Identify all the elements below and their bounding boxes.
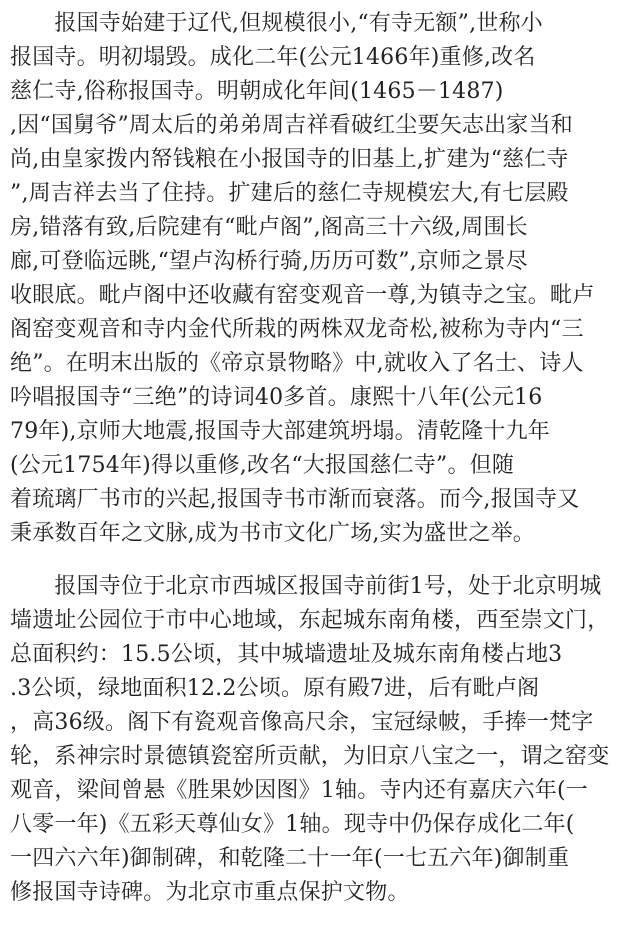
text-line: 尚,由皇家拨内帑钱粮在小报国寺的旧基上,扩建为“慈仁寺 bbox=[10, 147, 569, 172]
text-line: ”,周吉祥去当了住持。扩建后的慈仁寺规模宏大,有七层殿 bbox=[10, 181, 569, 206]
text-line: 秉承数百年之文脉,成为书市文化广场,实为盛世之举。 bbox=[10, 521, 535, 546]
text-line: 慈仁寺,俗称报国寺。明朝成化年间(1465－1487) bbox=[10, 79, 504, 104]
text-line: 一四六六年)御制碑，和乾隆二十一年(一七五六年)御制重 bbox=[10, 846, 570, 871]
text-line: 阁窑变观音和寺内金代所栽的两株双龙奇松,被称为寺内“三 bbox=[10, 317, 584, 342]
text-line: ,因“国舅爷”周太后的弟弟周吉祥看破红尘要矢志出家当和 bbox=[10, 113, 573, 138]
text-line: .3公顷，绿地面积12.2公顷。原有殿7进，后有毗卢阁 bbox=[10, 676, 540, 701]
text-line: 着琉璃厂书市的兴起,报国寺书市渐而衰落。而今,报国寺又 bbox=[10, 487, 580, 512]
text-line: 观音，梁间曾悬《胜果妙因图》1轴。寺内还有嘉庆六年(一 bbox=[10, 778, 588, 803]
text-line: 吟唱报国寺“三绝”的诗词40多首。康熙十八年(公元16 bbox=[10, 385, 543, 410]
text-line: 79年),京师大地震,报国寺大部建筑坍塌。清乾隆十九年 bbox=[10, 419, 550, 444]
text-line: ，高36级。阁下有瓷观音像高尺余，宝冠绿帔，手捧一梵字 bbox=[10, 710, 594, 735]
text-line: 报国寺始建于辽代,但规模很小,“有寺无额”,世称小 bbox=[10, 11, 543, 36]
text-line: 墙遗址公园位于市中心地域，东起城东南角楼，西至崇文门， bbox=[10, 608, 610, 633]
text-line: 收眼底。毗卢阁中还收藏有窑变观音一尊,为镇寺之宝。毗卢 bbox=[10, 283, 595, 308]
text-line: 八零一年)《五彩天尊仙女》1轴。现寺中仍保存成化二年( bbox=[10, 812, 575, 837]
text-line: 绝”。在明末出版的《帝京景物略》中,就收入了名士、诗人 bbox=[10, 351, 584, 376]
text-line: 总面积约：15.5公顷，其中城墙遗址及城东南角楼占地3 bbox=[10, 642, 563, 667]
text-line: 报国寺位于北京市西城区报国寺前街1号，处于北京明城 bbox=[10, 574, 602, 599]
text-line: (公元1754年)得以重修,改名“大报国慈仁寺”。但随 bbox=[10, 453, 515, 478]
text-line: 报国寺。明初塌毁。成化二年(公元1466年)重修,改名 bbox=[10, 45, 536, 70]
text-line: 轮，系神宗时景德镇瓷窑所贡献，为旧京八宝之一，谓之窑变 bbox=[10, 744, 610, 769]
text-line: 房,错落有致,后院建有“毗卢阁”,阁高三十六级,周围长 bbox=[10, 215, 528, 240]
text-line: 修报国寺诗碑。为北京市重点保护文物。 bbox=[10, 880, 410, 905]
text-line: 廊,可登临远眺,“望卢沟桥行骑,历历可数”,京师之景尽 bbox=[10, 249, 528, 274]
